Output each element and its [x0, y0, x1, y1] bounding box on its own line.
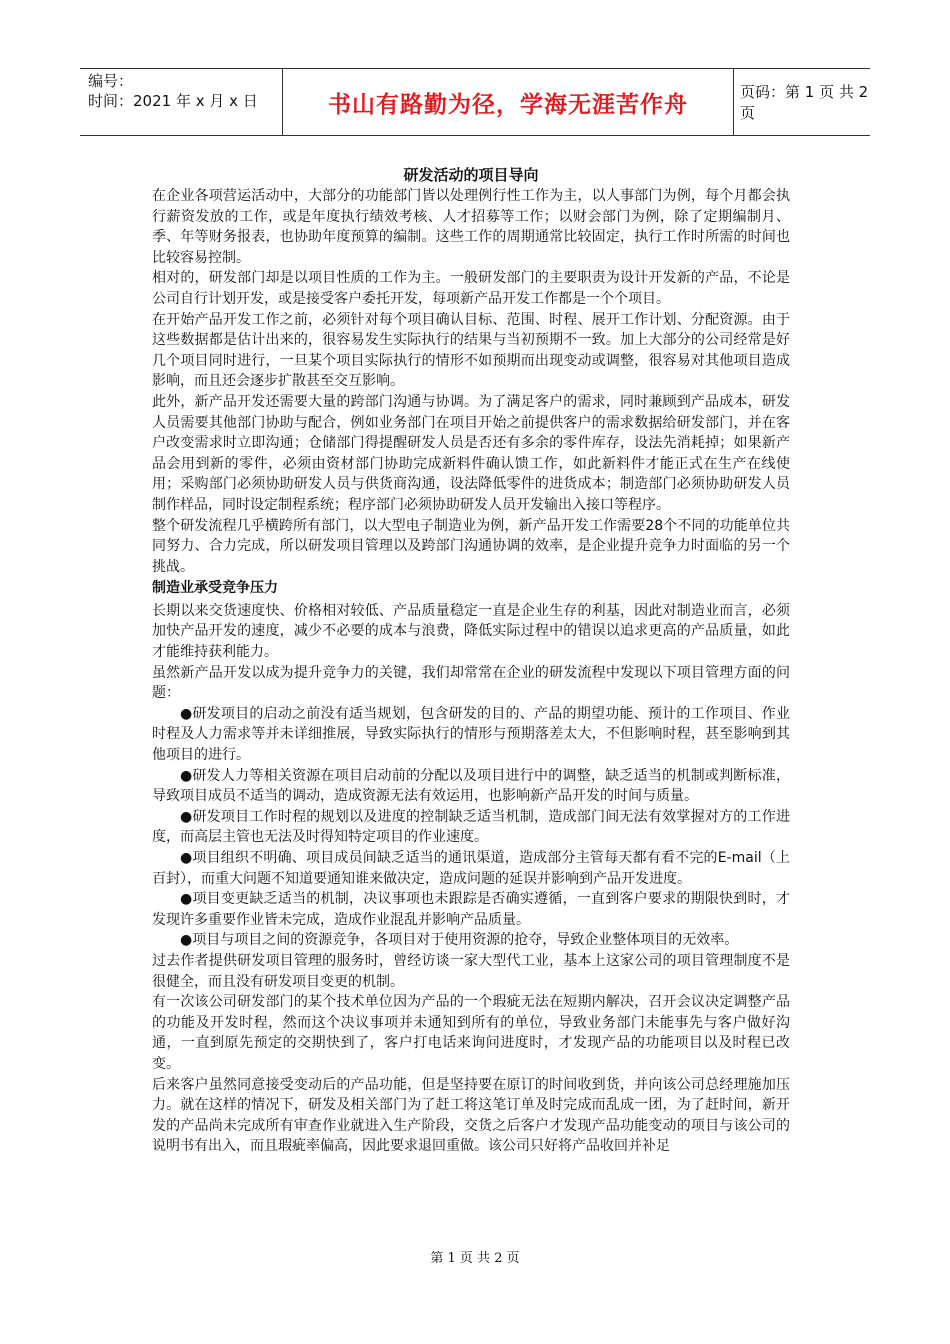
bullet-item: ●研发人力等相关资源在项目启动前的分配以及项目进行中的调整，缺乏适当的机制或判断标准，导致项目成员不适当的调动，造成资源无法有效运用，也影响新产品开发的时间与质量。 [152, 767, 790, 805]
document-number-label: 编号： [88, 72, 134, 90]
document-date: 时间：2021 年 x 月 x 日 [88, 92, 258, 110]
paragraph: 相对的，研发部门却是以项目性质的工作为主。一般研发部门的主要职责为设计开发新的产品，不论是公司自行计划开发，或是接受客户委托开发，每项新产品开发工作都是一个个项目。 [152, 270, 790, 307]
bullet-item: ●研发项目工作时程的规划以及进度的控制缺乏适当机制，造成部门间无法有效掌握对方的工作进度，而高层主管也无法及时得知特定项目的作业速度。 [152, 808, 790, 846]
section-heading: 制造业承受竞争压力 [152, 580, 278, 597]
paragraph: 整个研发流程几乎横跨所有部门，以大型电子制造业为例，新产品开发工作需要28个不同的功能单位共同努力、合力完成，所以研发项目管理以及跨部门沟通协调的效率，是企业提升竞争力时面临的另一个挑战。 [152, 517, 790, 575]
paragraph: 有一次该公司研发部门的某个技术单位因为产品的一个瑕疵无法在短期内解决，召开会议决定调整产品的功能及开发时程，然而这个决议事项并未通知到所有的单位，导致业务部门未能事先与客户做好沟通，一直到原先预定的交期快到了，客户打电话来询问进度时，才发现产品的功能项目以及时程已改变。 [152, 994, 790, 1072]
header-page-info: 页码：第 1 页 共 2 页 [740, 83, 869, 122]
paragraph: 在企业各项营运活动中，大部分的功能部门皆以处理例行性工作为主，以人事部门为例，每个月都会执行薪资发放的工作，或是年度执行绩效考核、人才招募等工作；以财会部门为例，除了定期编制月、季、年等财务报表，也协助年度预算的编制。这些工作的周期通常比较固定，执行工作时所需的时间也比较容易控制。 [152, 188, 790, 266]
paragraph: 过去作者提供研发项目管理的服务时，曾经访谈一家大型代工业，基本上这家公司的项目管理制度不是很健全，而且没有研发项目变更的机制。 [152, 952, 790, 990]
paragraph: 长期以来交货速度快、价格相对较低、产品质量稳定一直是企业生存的利基，因此对制造业而言，必须加快产品开发的速度，减少不必要的成本与浪费，降低实际过程中的错误以追求更高的产品质量，如此才能维持获利能力。 [152, 602, 790, 661]
document-body [152, 164, 790, 1157]
paragraph: 此外，新产品开发还需要大量的跨部门沟通与协调。为了满足客户的需求，同时兼顾到产品成本，研发人员需要其他部门协助与配合，例如业务部门在项目开始之前提供客户的需求数据给研发部门，并在客户改变需求时立即沟通；仓储部门得提醒研发人员是否还有多余的零件库存，设法先消耗掉；如果新产品会用到新的零件，必须由资材部门协助完成新料件确认馈工作，如此新料件才能正式在生产在线使用；采购部门必须协助研发人员与供货商沟通，设法降低零件的进货成本；制造部门必须协助研发人员制作样品，同时设定制程系统；程序部门必须协助研发人员开发输出入接口等程序。 [152, 393, 790, 513]
document-title: 研发活动的项目导向 [403, 166, 539, 184]
page-footer: 第 1 页 共 2 页 [430, 1251, 520, 1266]
paragraph: 虽然新产品开发以成为提升竞争力的关键，我们却常常在企业的研发流程中发现以下项目管理方面的问题： [152, 664, 790, 702]
bullet-item: ●项目组织不明确、项目成员间缺乏适当的通讯渠道，造成部分主管每天都有看不完的E-mail（上百封），而重大问题不知道要通知谁来做决定，造成问题的延误并影响到产品开发进度。 [152, 850, 790, 887]
header-meta [88, 71, 283, 111]
bullet-item: ●研发项目的启动之前没有适当规划，包含研发的目的、产品的期望功能、预计的工作项目、作业时程及人力需求等并未详细推展，导致实际执行的情形与预期落差太大，不但影响时程，甚至影响到其他项目的进行。 [152, 705, 790, 764]
page-header [80, 68, 870, 136]
paragraph: 后来客户虽然同意接受变动后的产品功能，但是坚持要在原订的时间收到货，并向该公司总经理施加压力。就在这样的情况下，研发及相关部门为了赶工将这笔订单及时完成而乱成一团，为了赶时间，新开发的产品尚未完成所有审查作业就进入生产阶段，交货之后客户才发现产品功能变动的项目与该公司的说明书有出入，而且瑕疵率偏高，因此要求退回重做。该公司只好将产品收回并补足 [152, 1076, 790, 1155]
bullet-item: ●项目与项目之间的资源竞争，各项目对于使用资源的抢夺，导致企业整体项目的无效率。 [180, 932, 739, 949]
bullet-item: ●项目变更缺乏适当的机制，决议事项也未跟踪是否确实遵循，一直到客户要求的期限快到时，才发现许多重要作业皆未完成，造成作业混乱并影响产品质量。 [152, 891, 790, 928]
paragraph: 在开始产品开发工作之前，必须针对每个项目确认目标、范围、时程、展开工作计划、分配资源。由于这些数据都是估计出来的，很容易发生实际执行的结果与当初预期不一致。加上大部分的公司经常是好几个项目同时进行，一旦某个项目实际执行的情形不如预期而出现变动或调整，很容易对其他项目造成影响，而且还会逐步扩散甚至交互影响。 [152, 311, 790, 390]
header-motto: 书山有路勤为径，学海无涯苦作舟 [282, 69, 734, 135]
